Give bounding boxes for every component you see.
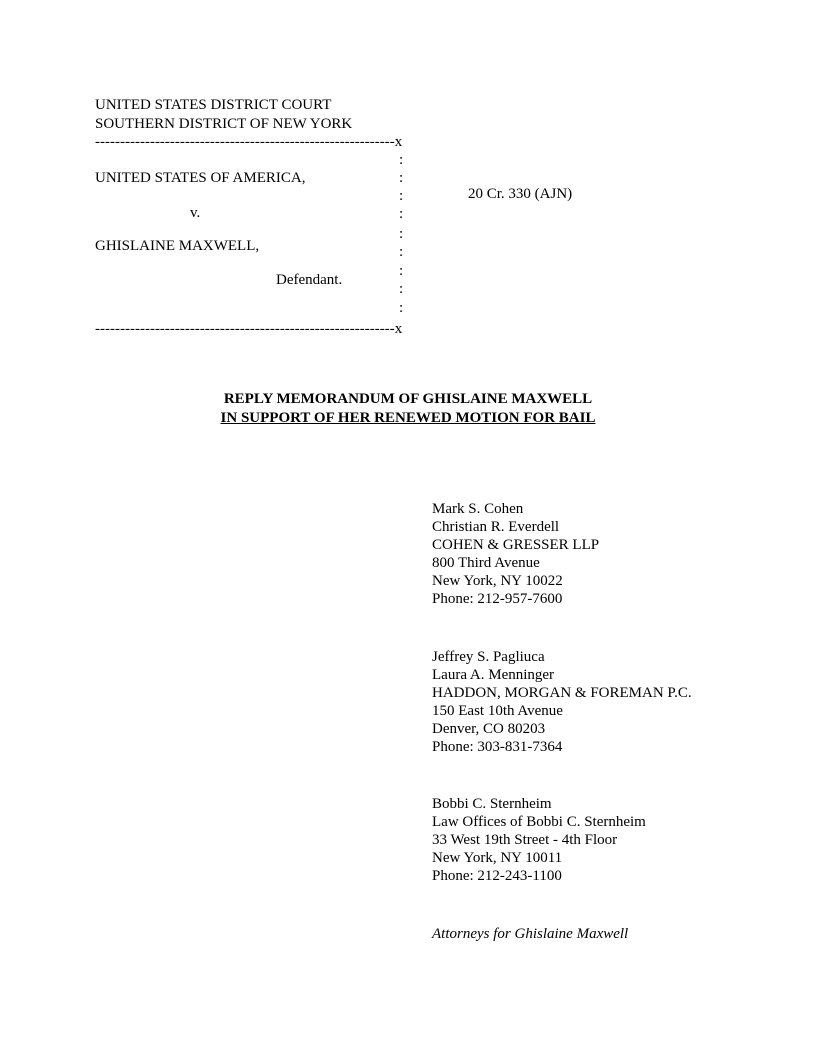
counsel-line: 800 Third Avenue <box>432 555 540 571</box>
counsel-line: Mark S. Cohen <box>432 501 524 517</box>
caption-colon: : <box>399 300 404 316</box>
counsel-line: New York, NY 10022 <box>432 573 563 589</box>
counsel-line: Laura A. Menninger <box>432 667 555 683</box>
counsel-line: Phone: 212-957-7600 <box>432 591 563 607</box>
caption-colon: : <box>399 244 404 260</box>
counsel-line: 33 West 19th Street - 4th Floor <box>432 832 618 848</box>
counsel-line: New York, NY 10011 <box>432 850 563 866</box>
caption-colon: : <box>399 170 404 186</box>
versus-label: v. <box>190 205 201 221</box>
defendant-name: GHISLAINE MAXWELL, <box>95 238 260 254</box>
court-district: SOUTHERN DISTRICT OF NEW YORK <box>95 116 353 132</box>
caption-top-divider: ------------------------------------------------------------x <box>95 134 403 150</box>
caption-colon: : <box>399 152 404 168</box>
caption-colon: : <box>399 206 404 222</box>
caption-colon: : <box>399 281 404 297</box>
attorneys-for <box>432 925 628 943</box>
attorneys-for-label: Attorneys for Ghislaine Maxwell <box>432 926 629 942</box>
caption-bottom-divider: ------------------------------------------------------------x <box>95 321 403 337</box>
case-number: 20 Cr. 330 (AJN) <box>468 186 573 202</box>
caption-colon: : <box>399 188 404 204</box>
counsel-line: COHEN & GRESSER LLP <box>432 537 600 553</box>
counsel-line: Phone: 303-831-7364 <box>432 739 563 755</box>
counsel-block-haddon-morgan <box>432 648 692 756</box>
counsel-line: Bobbi C. Sternheim <box>432 796 552 812</box>
document-title-line1: REPLY MEMORANDUM OF GHISLAINE MAXWELL <box>223 391 593 407</box>
caption-colon: : <box>399 263 404 279</box>
caption-colon: : <box>399 226 404 242</box>
plaintiff-name: UNITED STATES OF AMERICA, <box>95 170 306 186</box>
counsel-line: Phone: 212-243-1100 <box>432 868 562 884</box>
counsel-line: Jeffrey S. Pagliuca <box>432 649 545 665</box>
document-title-line2: IN SUPPORT OF HER RENEWED MOTION FOR BAIL <box>220 410 596 426</box>
counsel-line: 150 East 10th Avenue <box>432 703 563 719</box>
counsel-line: Denver, CO 80203 <box>432 721 546 737</box>
counsel-block-cohen-gresser <box>432 500 599 608</box>
counsel-line: HADDON, MORGAN & FOREMAN P.C. <box>432 685 692 701</box>
defendant-label: Defendant. <box>276 272 343 288</box>
court-name: UNITED STATES DISTRICT COURT <box>95 97 332 113</box>
counsel-line: Christian R. Everdell <box>432 519 560 535</box>
counsel-line: Law Offices of Bobbi C. Sternheim <box>432 814 646 830</box>
counsel-block-sternheim <box>432 795 646 885</box>
